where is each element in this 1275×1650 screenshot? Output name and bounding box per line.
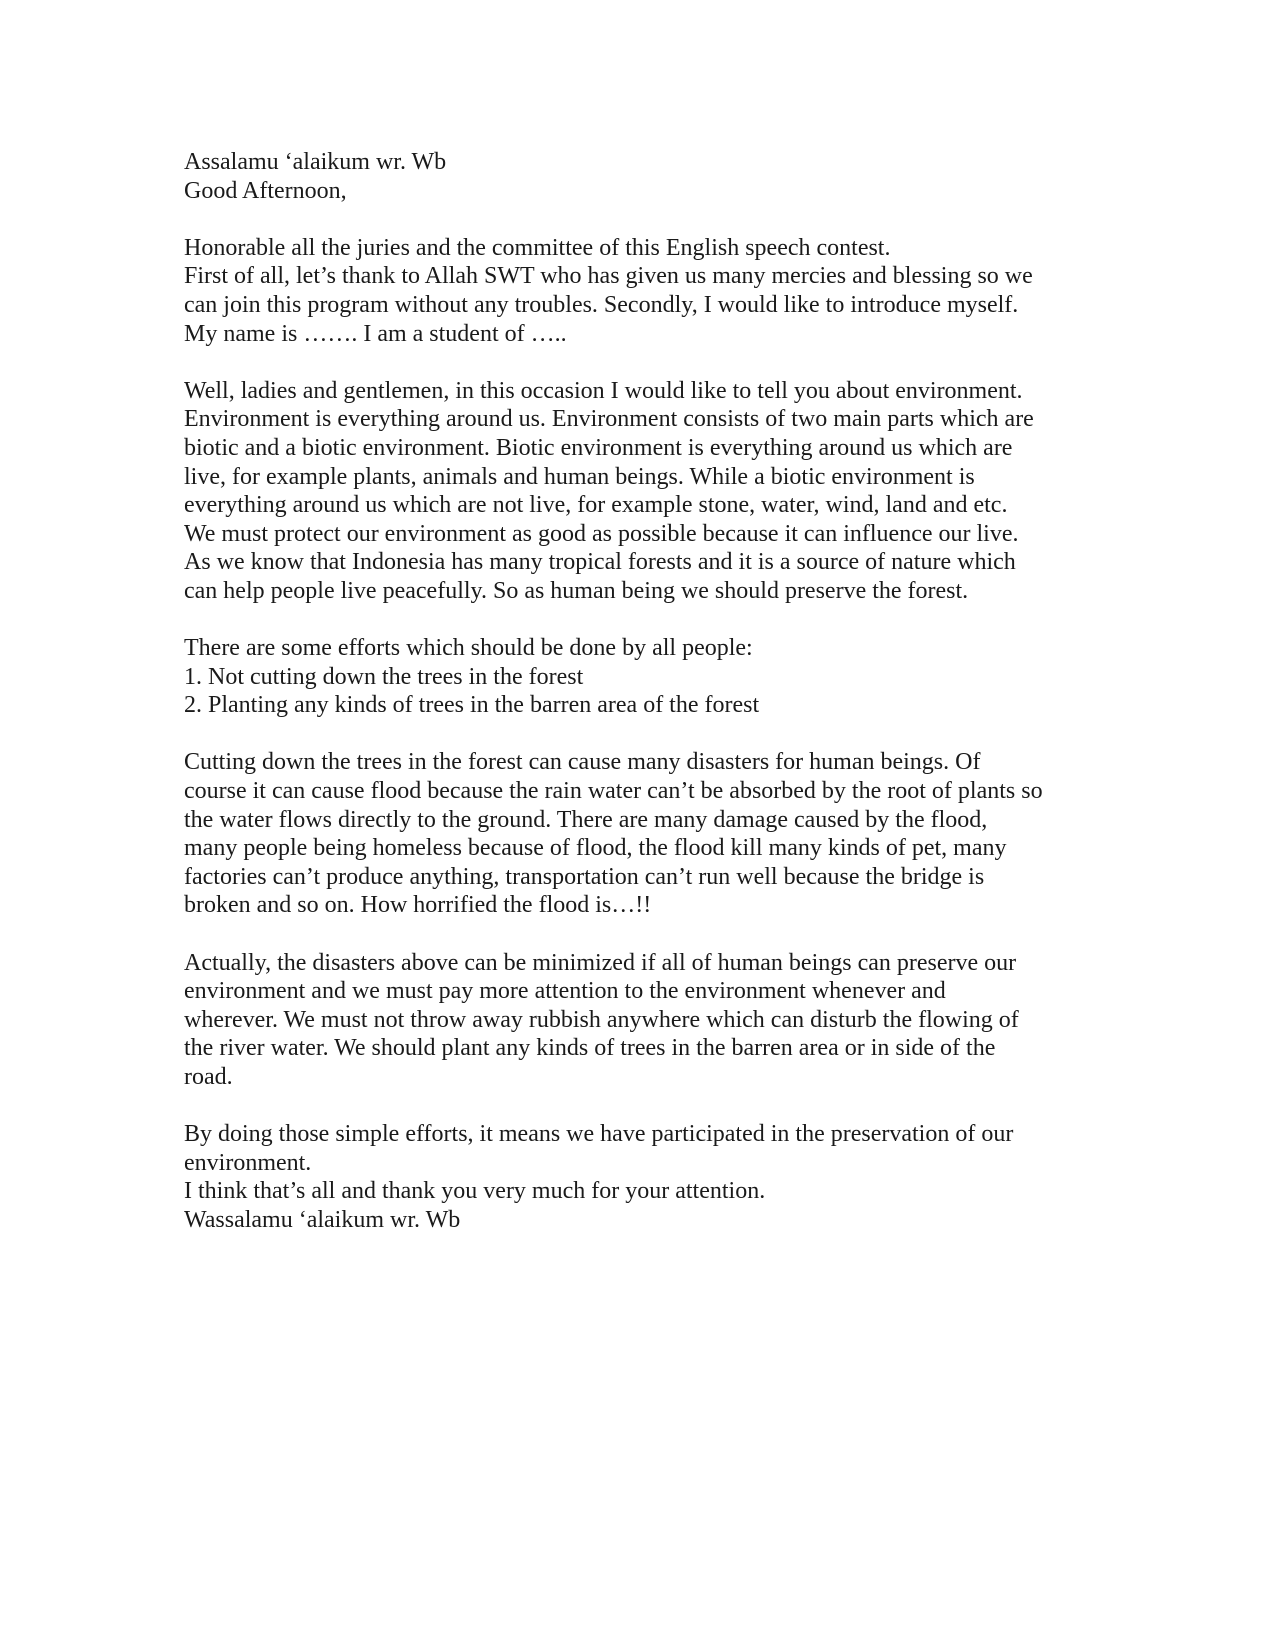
paragraph-greeting xyxy=(184,148,1084,205)
text-line: environment. xyxy=(184,1149,312,1176)
text-line: Cutting down the trees in the forest can cause many disasters for human beings. Of xyxy=(184,749,981,776)
text-line: There are some efforts which should be done by all people: xyxy=(184,635,753,662)
text-line: biotic and a biotic environment. Biotic environment is everything around us which are xyxy=(184,434,1013,461)
paragraph-introduction xyxy=(184,234,1084,348)
text-line: course it can cause flood because the rain water can’t be absorbed by the root of plants so xyxy=(184,778,1043,805)
text-line: broken and so on. How horrified the flood is…!! xyxy=(184,892,652,919)
text-line: factories can’t produce anything, transportation can’t run well because the bridge is xyxy=(184,863,985,890)
text-line: Good Afternoon, xyxy=(184,177,347,204)
text-line: many people being homeless because of flood, the flood kill many kinds of pet, many xyxy=(184,835,1007,862)
text-line: can help people live peacefully. So as human being we should preserve the forest. xyxy=(184,577,969,604)
paragraph-environment xyxy=(184,377,1084,606)
text-line: I think that’s all and thank you very much for your attention. xyxy=(184,1178,766,1205)
paragraph-efforts-list xyxy=(184,634,1084,720)
text-line: live, for example plants, animals and human beings. While a biotic environment is xyxy=(184,463,975,490)
text-line: wherever. We must not throw away rubbish anywhere which can disturb the flowing of xyxy=(184,1006,1019,1033)
text-line: As we know that Indonesia has many tropical forests and it is a source of nature which xyxy=(184,549,1016,576)
speech-text xyxy=(184,148,1084,1235)
text-line: the river water. We should plant any kinds of trees in the barren area or in side of the xyxy=(184,1035,996,1062)
text-line: My name is ……. I am a student of ….. xyxy=(184,320,567,347)
text-line: everything around us which are not live, for example stone, water, wind, land and etc. xyxy=(184,492,1008,519)
text-line: road. xyxy=(184,1064,233,1090)
list-item: 1. Not cutting down the trees in the forest xyxy=(184,663,584,690)
text-line: First of all, let’s thank to Allah SWT who has given us many mercies and blessing so we xyxy=(184,263,1033,290)
text-line: the water flows directly to the ground. There are many damage caused by the flood, xyxy=(184,806,988,833)
text-line: We must protect our environment as good as possible because it can influence our live. xyxy=(184,520,1019,547)
text-line: Well, ladies and gentlemen, in this occasion I would like to tell you about environment. xyxy=(184,377,1023,404)
paragraph-disasters xyxy=(184,748,1084,920)
text-line: By doing those simple efforts, it means we have participated in the preservation of our xyxy=(184,1121,1014,1148)
text-line: Environment is everything around us. Environment consists of two main parts which are xyxy=(184,406,1034,433)
text-line: environment and we must pay more attention to the environment whenever and xyxy=(184,978,946,1005)
text-line: Honorable all the juries and the committee of this English speech contest. xyxy=(184,234,891,261)
text-line: Actually, the disasters above can be minimized if all of human beings can preserve our xyxy=(184,949,1017,976)
text-line: Wassalamu ‘alaikum wr. Wb xyxy=(184,1206,461,1233)
paragraph-minimize xyxy=(184,949,1084,1092)
text-line: Assalamu ‘alaikum wr. Wb xyxy=(184,149,447,175)
paragraph-closing xyxy=(184,1120,1084,1234)
list-item: 2. Planting any kinds of trees in the barren area of the forest xyxy=(184,692,760,719)
text-line: can join this program without any troubles. Secondly, I would like to introduce myself. xyxy=(184,291,1019,318)
